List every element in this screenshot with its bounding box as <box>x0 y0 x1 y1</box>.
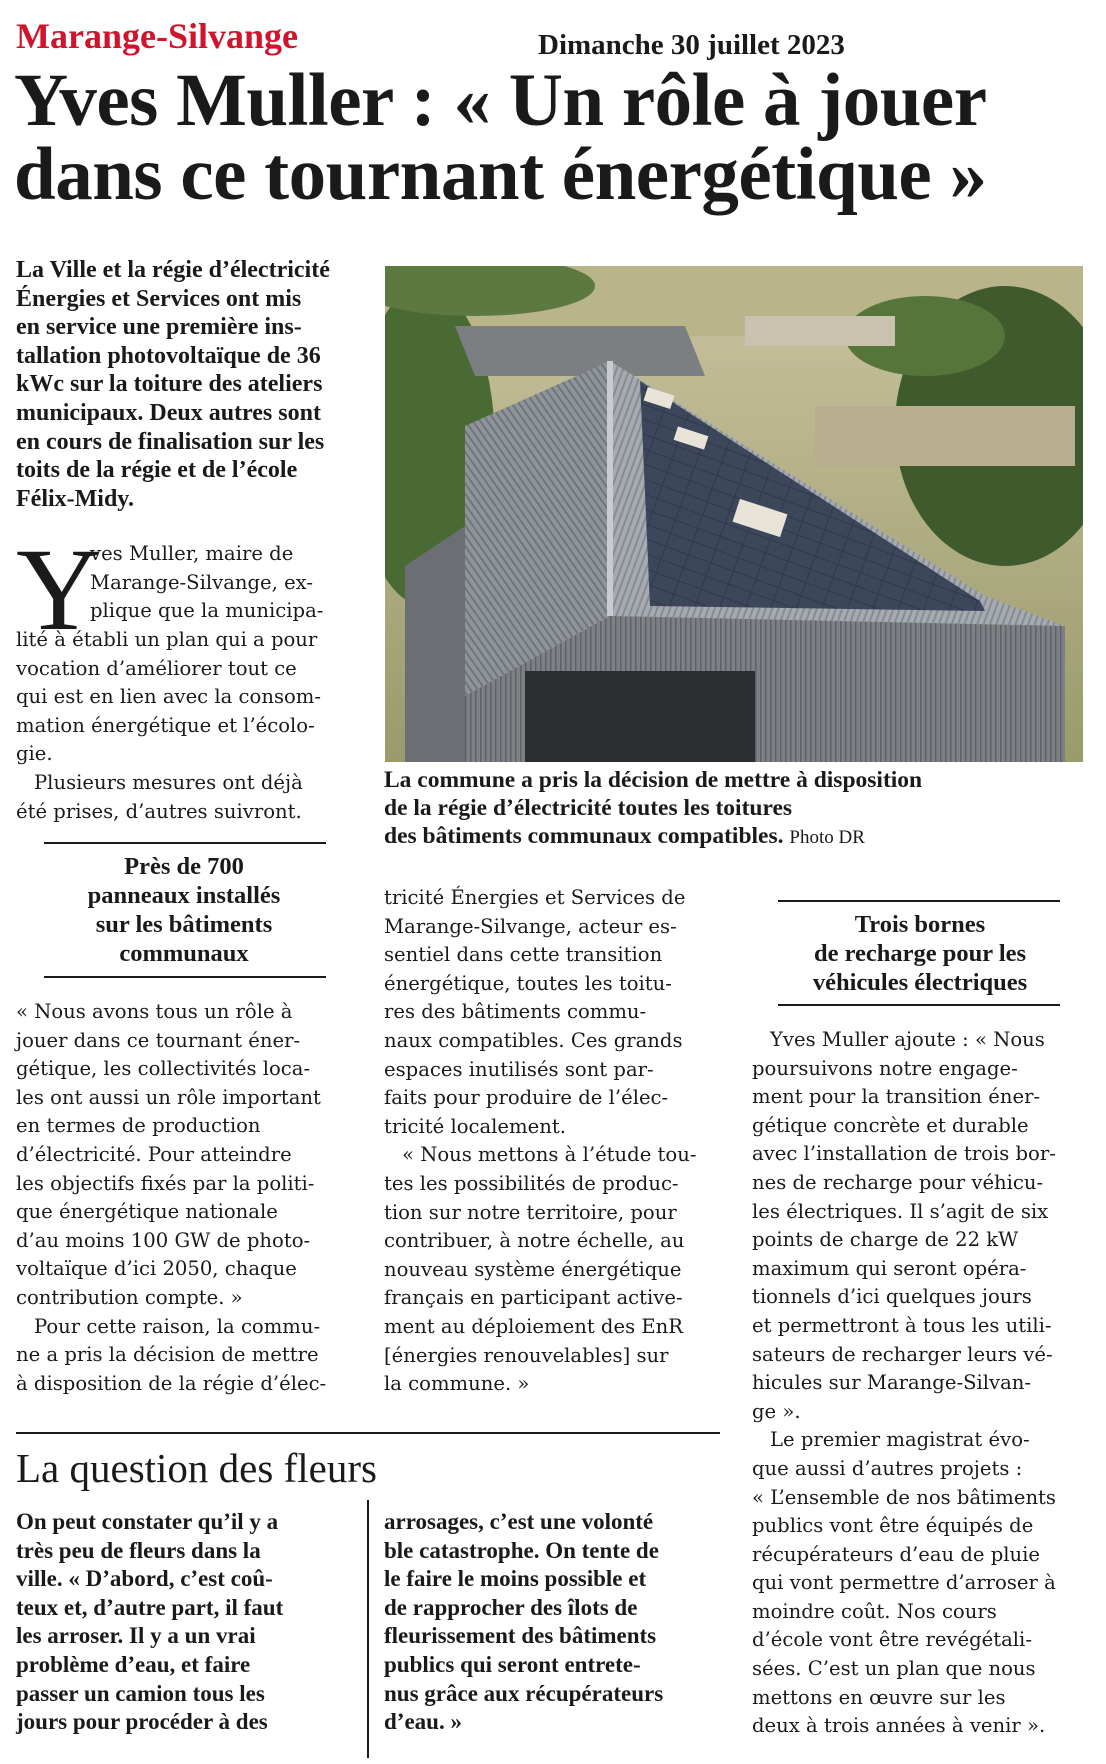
body-line: Marange-Silvange, acteur es- <box>384 914 677 938</box>
body-line: « Nous avons tous un rôle à <box>16 1000 293 1023</box>
lead-line: en cours de finalisation sur les <box>16 428 325 455</box>
box-line: On peut constater qu’il y a <box>16 1509 279 1534</box>
body-line: mation énergétique et l’écolo- <box>16 713 315 737</box>
box-line: ble catastrophe. On tente de <box>384 1537 659 1563</box>
body-line: ne a pris la décision de mettre <box>16 1343 319 1367</box>
body-line: la commune. » <box>384 1372 530 1396</box>
subhead-line: sur les bâtiments <box>95 911 273 938</box>
headline <box>14 59 1094 216</box>
box-line: d’eau. » <box>384 1709 462 1735</box>
body-line: ment au déploiement des EnR <box>384 1314 684 1338</box>
subhead-rule <box>778 900 1060 902</box>
lead-line: Félix-Midy. <box>16 485 134 512</box>
lead-line: en service une première ins- <box>16 314 302 341</box>
subhead-line: véhicules électriques <box>812 969 1028 996</box>
body-line: espaces inutilisés sont par- <box>384 1057 654 1081</box>
body-line: énergétique, toutes les toitu- <box>384 971 672 995</box>
body-line: tionnels d’ici quelques jours <box>752 1285 1032 1309</box>
subhead-panels <box>16 852 352 968</box>
box-line: de rapprocher des îlots de <box>384 1594 638 1620</box>
body-line: à disposition de la régie d’élec- <box>16 1371 327 1395</box>
body-line: en termes de production <box>16 1114 261 1138</box>
column-1-lower <box>16 998 352 1398</box>
body-line: faits pour produire de l’élec- <box>384 1086 669 1110</box>
body-line: que aussi d’autres projets : <box>752 1456 1023 1480</box>
body-line: nouveau système énergétique <box>384 1257 682 1281</box>
box-title: La question des fleurs <box>16 1445 377 1491</box>
caption-line <box>384 822 1084 852</box>
body-line: [énergies renouvelables] sur <box>384 1343 669 1367</box>
subhead-line: communaux <box>119 940 249 967</box>
lead-paragraph <box>16 256 350 513</box>
column-3-body <box>752 1026 1088 1741</box>
body-line: naux compatibles. Ces grands <box>384 1028 683 1052</box>
body-line: gétique, les collectivités loca- <box>16 1057 311 1081</box>
lead-line: La Ville et la régie d’électricité <box>16 257 330 283</box>
body-line: et permettront à tous les utili- <box>752 1313 1052 1337</box>
body-line: d’école vont être revégétali- <box>752 1628 1032 1652</box>
body-line: avec l’installation de trois bor- <box>752 1142 1056 1166</box>
body-line: ment pour la transition éner- <box>752 1085 1041 1109</box>
body-line: moindre coût. Nos cours <box>752 1599 997 1623</box>
body-line: contribuer, à notre échelle, au <box>384 1229 685 1253</box>
body-line: Yves Muller ajoute : « Nous <box>770 1028 1045 1051</box>
body-line: voltaïque d’ici 2050, chaque <box>16 1257 297 1281</box>
box-top-rule <box>16 1432 720 1434</box>
box-column-divider <box>367 1500 369 1758</box>
body-line: vocation d’améliorer tout ce <box>16 656 297 680</box>
body-line: sentiel dans cette transition <box>384 943 663 967</box>
box-line: les arroser. Il y a un vrai <box>16 1623 256 1649</box>
photo-caption <box>384 766 1084 852</box>
body-line: tricité Énergies et Services de <box>384 886 686 909</box>
body-line: jouer dans ce tournant éner- <box>16 1028 301 1052</box>
lead-line: toits de la régie et de l’école <box>16 457 298 484</box>
body-line: les ont aussi un rôle important <box>16 1085 321 1109</box>
box-line: très peu de fleurs dans la <box>16 1537 261 1563</box>
body-line: hicules sur Marange-Silvan- <box>752 1371 1032 1395</box>
subhead-rule <box>778 1004 1060 1006</box>
box-line: teux et, d’autre part, il faut <box>16 1594 284 1620</box>
body-line: nes de recharge pour véhicu- <box>752 1170 1044 1194</box>
body-line: Plusieurs mesures ont déjà <box>34 770 303 794</box>
body-line: « Nous mettons à l’étude tou- <box>402 1143 697 1167</box>
body-line: d’électricité. Pour atteindre <box>16 1142 292 1166</box>
box-line: arrosages, c’est une volonté <box>384 1509 654 1534</box>
body-line: français en participant active- <box>384 1286 683 1310</box>
body-line: gétique concrète et durable <box>752 1113 1029 1137</box>
body-line: mettons en œuvre sur les <box>752 1685 1006 1709</box>
column-1-body <box>16 626 352 826</box>
body-line: récupérateurs d’eau de pluie <box>752 1542 1041 1566</box>
body-line: tricité localement. <box>384 1114 566 1138</box>
body-line: publics vont être équipés de <box>752 1514 1034 1538</box>
body-line: sées. C’est un plan que nous <box>752 1657 1036 1681</box>
box-line: problème d’eau, et faire <box>16 1651 251 1677</box>
body-line: plique que la municipa- <box>90 599 324 623</box>
lead-line: Énergies et Services ont mis <box>16 285 302 312</box>
caption-line: de la régie d’électricité toutes les toitures <box>384 795 793 821</box>
column-2-body <box>384 884 720 1399</box>
caption-text: des bâtiments communaux compatibles. <box>384 823 784 849</box>
body-line: les électriques. Il s’agit de six <box>752 1199 1049 1223</box>
body-line: tion sur notre territoire, pour <box>384 1200 677 1224</box>
body-line: res des bâtiments commu- <box>384 1000 647 1024</box>
box-line: publics qui seront entrete- <box>384 1651 641 1677</box>
body-line: tes les possibilités de produc- <box>384 1171 679 1195</box>
body-line: été prises, d’autres suivront. <box>16 799 302 823</box>
body-line: qui vont permettre d’arroser à <box>752 1571 1056 1595</box>
subhead-line: Près de 700 <box>124 853 244 880</box>
section-rubric: Marange-Silvange <box>16 16 298 56</box>
box-line: nus grâce aux récupérateurs <box>384 1680 664 1706</box>
body-line: Le premier magistrat évo- <box>770 1428 1030 1452</box>
body-line: ves Muller, maire de <box>90 542 294 565</box>
publication-date: Dimanche 30 juillet 2023 <box>538 29 845 61</box>
body-line: maximum qui seront opéra- <box>752 1256 1027 1280</box>
body-line: lité à établi un plan qui a pour <box>16 628 318 651</box>
headline-line: Yves Muller : « Un rôle à jouer <box>14 59 987 142</box>
rooftop-solar-photo <box>385 266 1083 762</box>
photo-illustration <box>385 266 1083 762</box>
lead-line: tallation photovoltaïque de 36 <box>16 342 321 369</box>
box-column-1 <box>16 1508 356 1737</box>
box-line: ville. « D’abord, c’est coû- <box>16 1566 273 1592</box>
photo-credit: Photo DR <box>789 827 865 848</box>
box-line: fleurissement des bâtiments <box>384 1623 657 1649</box>
subhead-line: de recharge pour les <box>813 940 1027 967</box>
box-line: jours pour procéder à des <box>16 1709 268 1735</box>
body-line: sateurs de recharger leurs vé- <box>752 1342 1053 1366</box>
box-line: passer un camion tous les <box>16 1680 265 1706</box>
headline-line: dans ce tournant énergétique » <box>14 133 987 216</box>
subhead-line: Trois bornes <box>854 911 986 938</box>
subhead-line: panneaux installés <box>87 882 281 909</box>
drop-cap: Y <box>16 524 102 655</box>
column-1-intro <box>90 540 352 626</box>
subhead-rule <box>44 976 326 978</box>
lead-line: kWc sur la toiture des ateliers <box>16 371 323 398</box>
box-line: le faire le moins possible et <box>384 1566 647 1592</box>
body-line: gie. <box>16 742 53 766</box>
body-line: contribution compte. » <box>16 1285 243 1309</box>
box-column-2 <box>384 1508 724 1737</box>
body-line: « L’ensemble de nos bâtiments <box>752 1485 1056 1509</box>
body-line: qui est en lien avec la consom- <box>16 685 321 709</box>
body-line: deux à trois années à venir ». <box>752 1714 1046 1738</box>
caption-line: La commune a pris la décision de mettre à disposition <box>384 767 923 793</box>
body-line: Pour cette raison, la commu- <box>34 1314 321 1338</box>
body-line: poursuivons notre engage- <box>752 1056 1018 1080</box>
subhead-charging <box>752 910 1088 997</box>
lead-line: municipaux. Deux autres sont <box>16 399 321 426</box>
body-line: que énergétique nationale <box>16 1200 278 1224</box>
body-line: les objectifs fixés par la politi- <box>16 1171 315 1195</box>
body-line: d’au moins 100 GW de photo- <box>16 1228 311 1252</box>
body-line: Marange-Silvange, ex- <box>90 570 314 594</box>
body-line: points de charge de 22 kW <box>752 1228 1019 1252</box>
subhead-rule <box>44 842 326 844</box>
body-line: ge ». <box>752 1399 801 1423</box>
